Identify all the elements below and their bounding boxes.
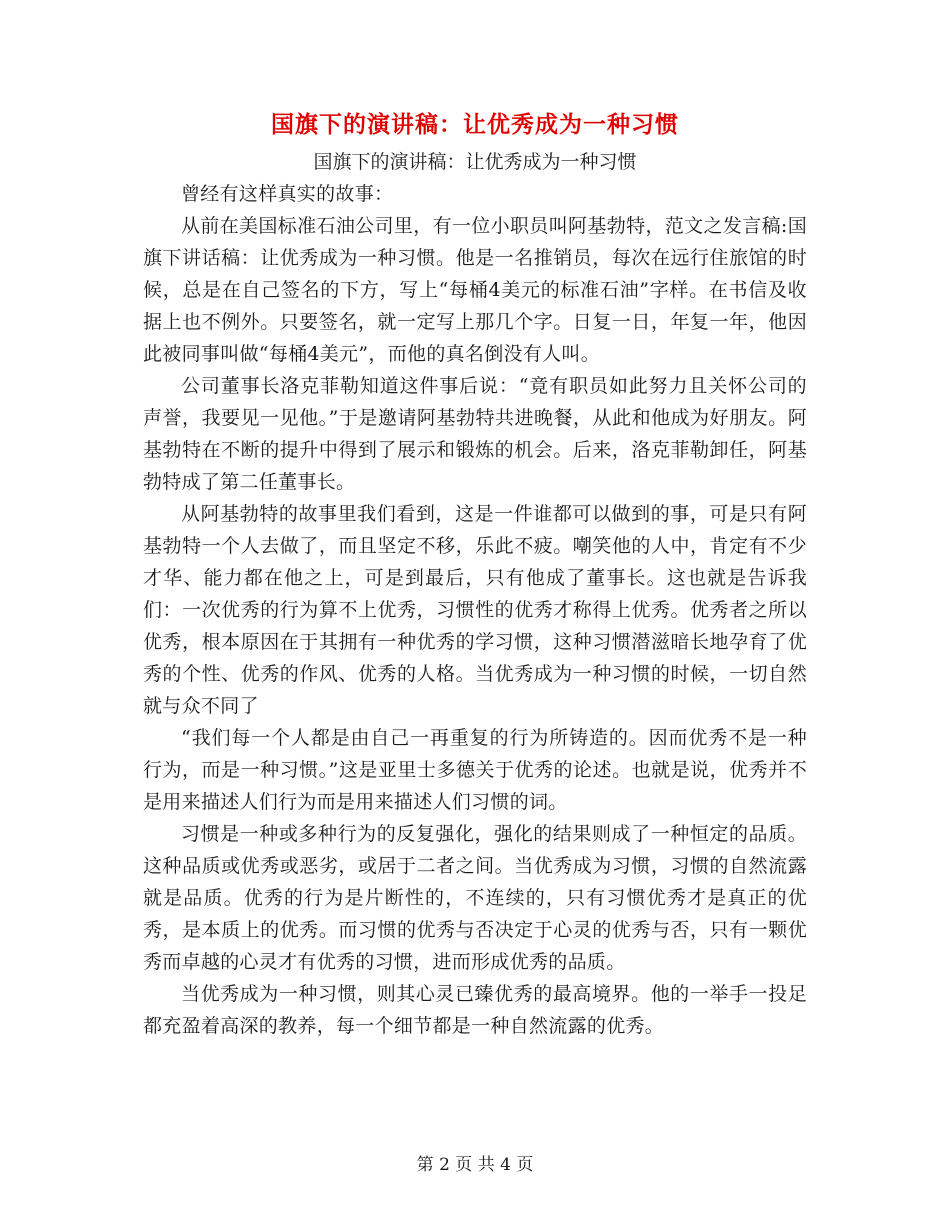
document-title: 国旗下的演讲稿：让优秀成为一种习惯 [271, 111, 679, 138]
document-subtitle: 国旗下的演讲稿：让优秀成为一种习惯 [313, 151, 637, 173]
paragraph-conclusion: 当优秀成为一种习惯，则其心灵已臻优秀的最高境界。他的一举手一投足都充盈着高深的教养，每一个细节都是一种自然流露的优秀。 [143, 983, 807, 1037]
paragraph-intro: 曾经有这样真实的故事： [181, 183, 394, 205]
paragraph-chairman: 公司董事长洛克菲勒知道这件事后说：“竟有职员如此努力且关怀公司的声誉，我要见一见他。”于是邀请阿基勃特共进晚餐，从此和他成为好朋友。阿基勃特在不断的提升中得到了展示和锻炼的机会。后来，洛克菲勒卸任，阿基勃特成了第二任董事长。 [143, 375, 807, 493]
paragraph-aristotle: “我们每一个人都是由自己一再重复的行为所铸造的。因而优秀不是一种行为，而是一种习惯。”这是亚里士多德关于优秀的论述。也就是说，优秀并不是用来描述人们行为而是用来描述人们习惯的词。 [143, 727, 807, 813]
page-number-footer: 第 2 页 共 4 页 [416, 1155, 534, 1175]
document-body [143, 146, 807, 1042]
paragraph-habit: 习惯是一种或多种行为的反复强化，强化的结果则成了一种恒定的品质。这种品质或优秀或恶劣，或居于二者之间。当优秀成为习惯，习惯的自然流露就是品质。优秀的行为是片断性的，不连续的，只有习惯优秀才是真正的优秀，是本质上的优秀。而习惯的优秀与否决定于心灵的优秀与否，只有一颗优秀而卓越的心灵才有优秀的习惯，进而形成优秀的品质。 [143, 823, 807, 973]
paragraph-lesson: 从阿基勃特的故事里我们看到，这是一件谁都可以做到的事，可是只有阿基勃特一个人去做了，而且坚定不移，乐此不疲。嘲笑他的人中，肯定有不少才华、能力都在他之上，可是到最后，只有他成了董事长。这也就是告诉我们：一次优秀的行为算不上优秀，习惯性的优秀才称得上优秀。优秀者之所以优秀，根本原因在于其拥有一种优秀的学习惯，这种习惯潜滋暗长地孕育了优秀的个性、优秀的作风、优秀的人格。当优秀成为一种习惯的时候，一切自然就与众不同了 [143, 503, 807, 717]
paragraph-story: 从前在美国标准石油公司里，有一位小职员叫阿基勃特，范文之发言稿:国旗下讲话稿：让优秀成为一种习惯。他是一名推销员，每次在远行住旅馆的时候，总是在自己签名的下方，写上“每桶4美元的标准石油”字样。在书信及收据上也不例外。只要签名，就一定写上那几个字。日复一日，年复一年，他因此被同事叫做“每桶4美元”，而他的真名倒没有人叫。 [143, 215, 807, 365]
